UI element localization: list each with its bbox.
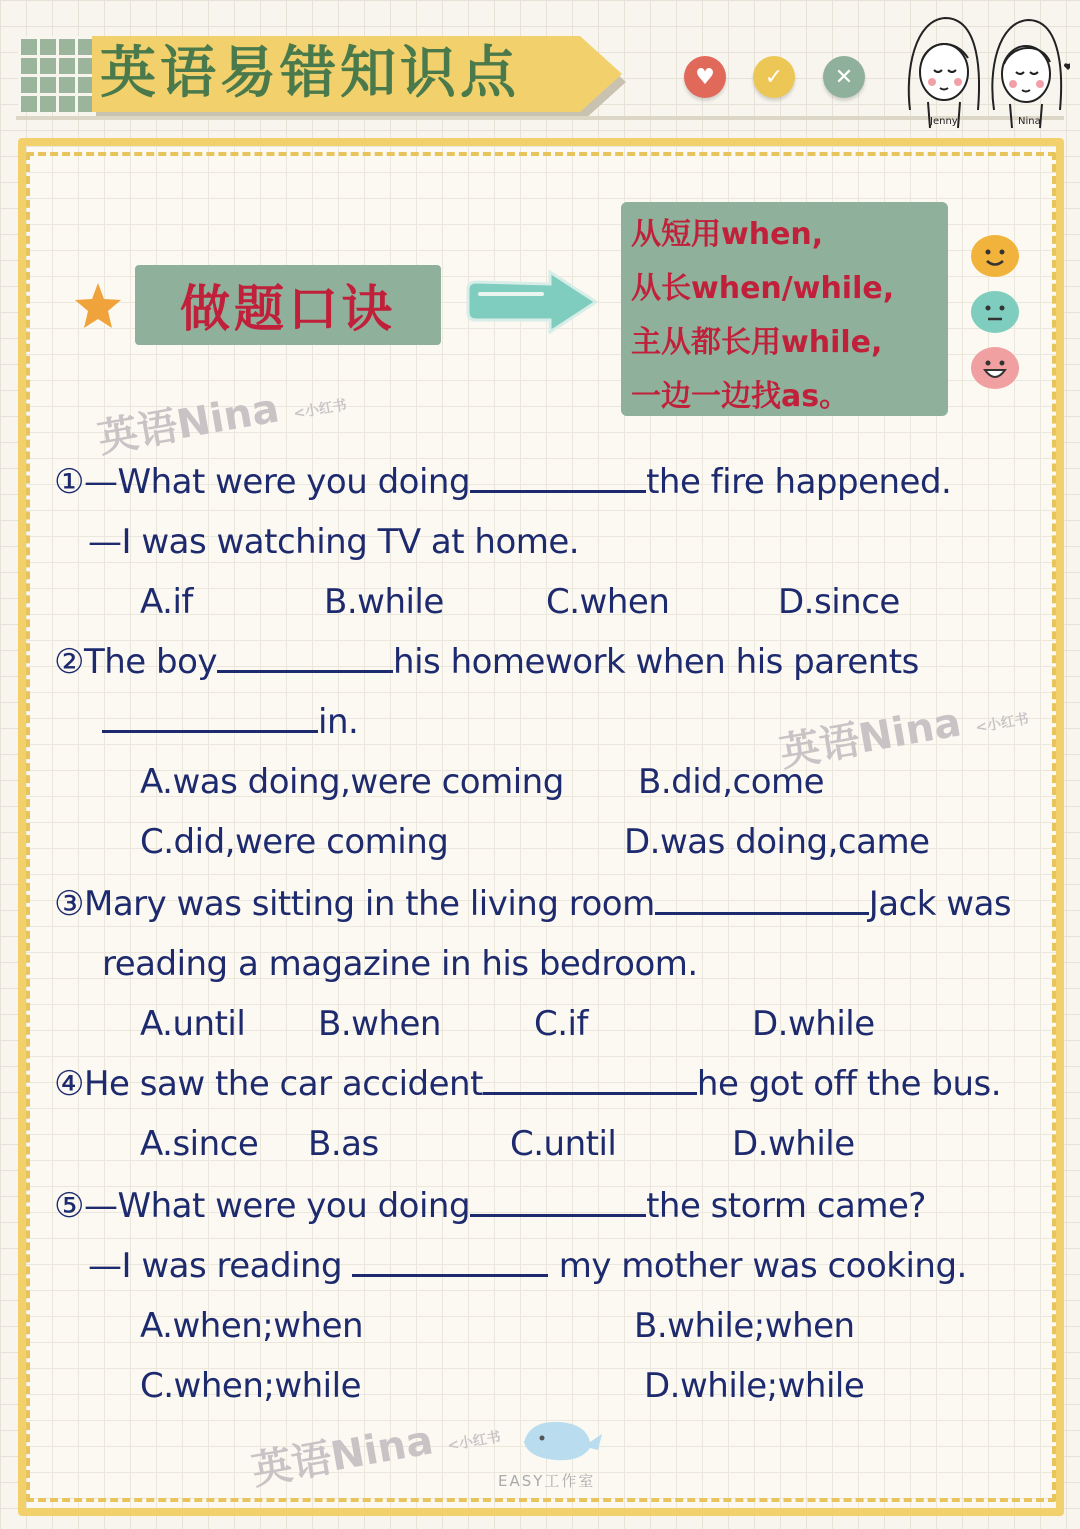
- option[interactable]: D.while: [752, 1004, 875, 1044]
- option[interactable]: D.while;while: [644, 1366, 865, 1406]
- heart-icon: ♥: [695, 64, 715, 90]
- tip-line: 主从都长用while,: [631, 325, 883, 360]
- option[interactable]: A.if: [140, 582, 193, 622]
- option[interactable]: D.was doing,came: [624, 822, 930, 862]
- question-4-line-1: ④He saw the car accident he got off the bus.: [54, 1064, 1002, 1104]
- option[interactable]: C.when;while: [140, 1366, 361, 1406]
- option[interactable]: A.was doing,were coming: [140, 762, 564, 802]
- page-title: 英语易错知识点: [100, 41, 520, 106]
- option[interactable]: A.since: [140, 1124, 259, 1164]
- answer-blank[interactable]: [102, 708, 318, 733]
- option[interactable]: A.when;when: [140, 1306, 364, 1346]
- question-2-line-2: in.: [102, 702, 358, 742]
- question-5-line-2: —I was reading my mother was cooking.: [88, 1246, 967, 1286]
- answer-blank[interactable]: [352, 1252, 548, 1277]
- watermark: 英语Nina <小红书: [776, 699, 1030, 777]
- question-2-line-1: ②The boy his homework when his parents: [54, 642, 919, 682]
- option[interactable]: C.if: [534, 1004, 588, 1044]
- tip-label: 做题口诀: [135, 265, 441, 345]
- option[interactable]: B.did,come: [638, 762, 825, 802]
- option[interactable]: B.while;when: [634, 1306, 855, 1346]
- answer-blank[interactable]: [483, 1070, 697, 1095]
- close-icon: ✕: [834, 64, 854, 90]
- question-5-line-1: ⑤—What were you doing the storm came?: [54, 1186, 926, 1226]
- question-1-line-1: ①—What were you doing the fire happened.: [54, 462, 952, 502]
- tip-line: 一边一边找as。: [631, 379, 850, 414]
- option[interactable]: B.when: [318, 1004, 441, 1044]
- answer-blank[interactable]: [655, 890, 869, 915]
- answer-blank[interactable]: [470, 1192, 646, 1217]
- option[interactable]: D.since: [778, 582, 900, 622]
- watermark: 英语Nina <小红书: [248, 1417, 502, 1495]
- studio-mark: EASY工作室: [498, 1472, 596, 1490]
- avatar-name-nina: Nina: [1018, 116, 1041, 127]
- option[interactable]: C.when: [546, 582, 670, 622]
- option[interactable]: B.while: [324, 582, 444, 622]
- question-1-line-2: —I was watching TV at home.: [88, 522, 580, 562]
- tip-line: 从短用when,: [631, 217, 824, 252]
- option[interactable]: A.until: [140, 1004, 246, 1044]
- answer-blank[interactable]: [217, 648, 393, 673]
- question-3-line-1: ③Mary was sitting in the living room Jack was: [54, 884, 1012, 924]
- option[interactable]: B.as: [308, 1124, 379, 1164]
- watermark: 英语Nina <小红书: [94, 385, 348, 463]
- tip-line: 从长when/while,: [631, 271, 895, 306]
- avatar-name-jenny: Jenny: [930, 116, 958, 127]
- option[interactable]: D.while: [732, 1124, 855, 1164]
- check-icon: ✓: [764, 64, 784, 90]
- answer-blank[interactable]: [470, 468, 646, 493]
- question-3-line-2: reading a magazine in his bedroom.: [102, 944, 698, 984]
- option[interactable]: C.did,were coming: [140, 822, 449, 862]
- option[interactable]: C.until: [510, 1124, 617, 1164]
